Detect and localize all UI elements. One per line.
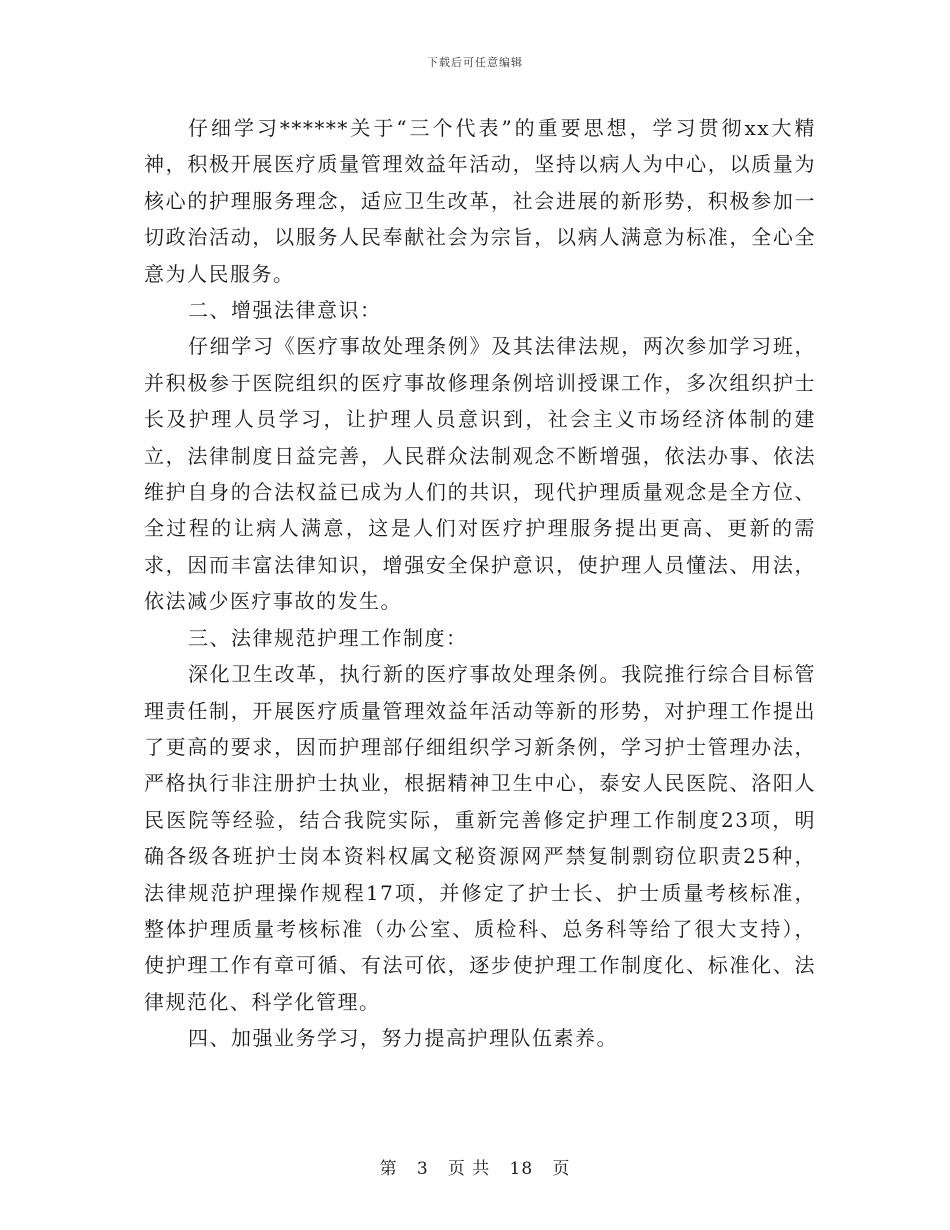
page-footer xyxy=(0,1154,950,1179)
page-header: 下载后可任意编辑 xyxy=(427,56,523,69)
total-pages-number: 18 xyxy=(509,1159,534,1179)
paragraph-1: 仔细学习******关于“三个代表”的重要思想，学习贯彻xx大精神，积极开展医疗质量管理效益年活动，坚持以病人为中心，以质量为核心的护理服务理念，适应卫生改革，社会进展的新形势，积极参加一切政治活动，以服务人民奉献社会为宗旨，以病人满意为标准，全心全意为人民服务。 xyxy=(144,116,816,286)
paragraph-3: 深化卫生改革，执行新的医疗事故处理条例。我院推行综合目标管理责任制，开展医疗质量管理效益年活动等新的形势，对护理工作提出了更高的要求，因而护理部仔细组织学习新条例，学习护士管理办法，严格执行非注册护士执业，根据精神卫生中心，泰安人民医院、洛阳人民医院等经验，结合我院实际，重新完善修定护理工作制度23项，明确各级各班护士岗本资料权属文秘资源网严禁复制剽窃位职责25种，法律规范护理操作规程17项，并修定了护士长、护士质量考核标准，整体护理质量考核标准（办公室、质检科、总务科等给了很大支持），使护理工作有章可循、有法可依，逐步使护理工作制度化、标准化、法律规范化、科学化管理。 xyxy=(144,662,816,1014)
document-body xyxy=(144,110,816,1057)
section-heading-2: 二、增强法律意识： xyxy=(188,298,382,323)
footer-middle: 页 共 xyxy=(447,1159,491,1179)
footer-suffix: 页 xyxy=(552,1159,571,1179)
section-heading-4: 四、加强业务学习，努力提高护理队伍素养。 xyxy=(188,1026,618,1051)
paragraph-2: 仔细学习《医疗事故处理条例》及其法律法规，两次参加学习班，并积极参于医院组织的医疗事故修理条例培训授课工作，多次组织护士长及护理人员学习，让护理人员意识到，社会主义市场经济体制的建立，法律制度日益完善，人民群众法制观念不断增强，依法办事、依法维护自身的合法权益已成为人们的共识，现代护理质量观念是全方位、全过程的让病人满意，这是人们对医疗护理服务提出更高、更新的需求，因而丰富法律知识，增强安全保护意识，使护理人员懂法、用法，依法减少医疗事故的发生。 xyxy=(144,334,816,614)
section-heading-3: 三、法律规范护理工作制度： xyxy=(188,625,468,650)
footer-prefix: 第 xyxy=(379,1159,398,1179)
current-page-number: 3 xyxy=(416,1159,429,1179)
